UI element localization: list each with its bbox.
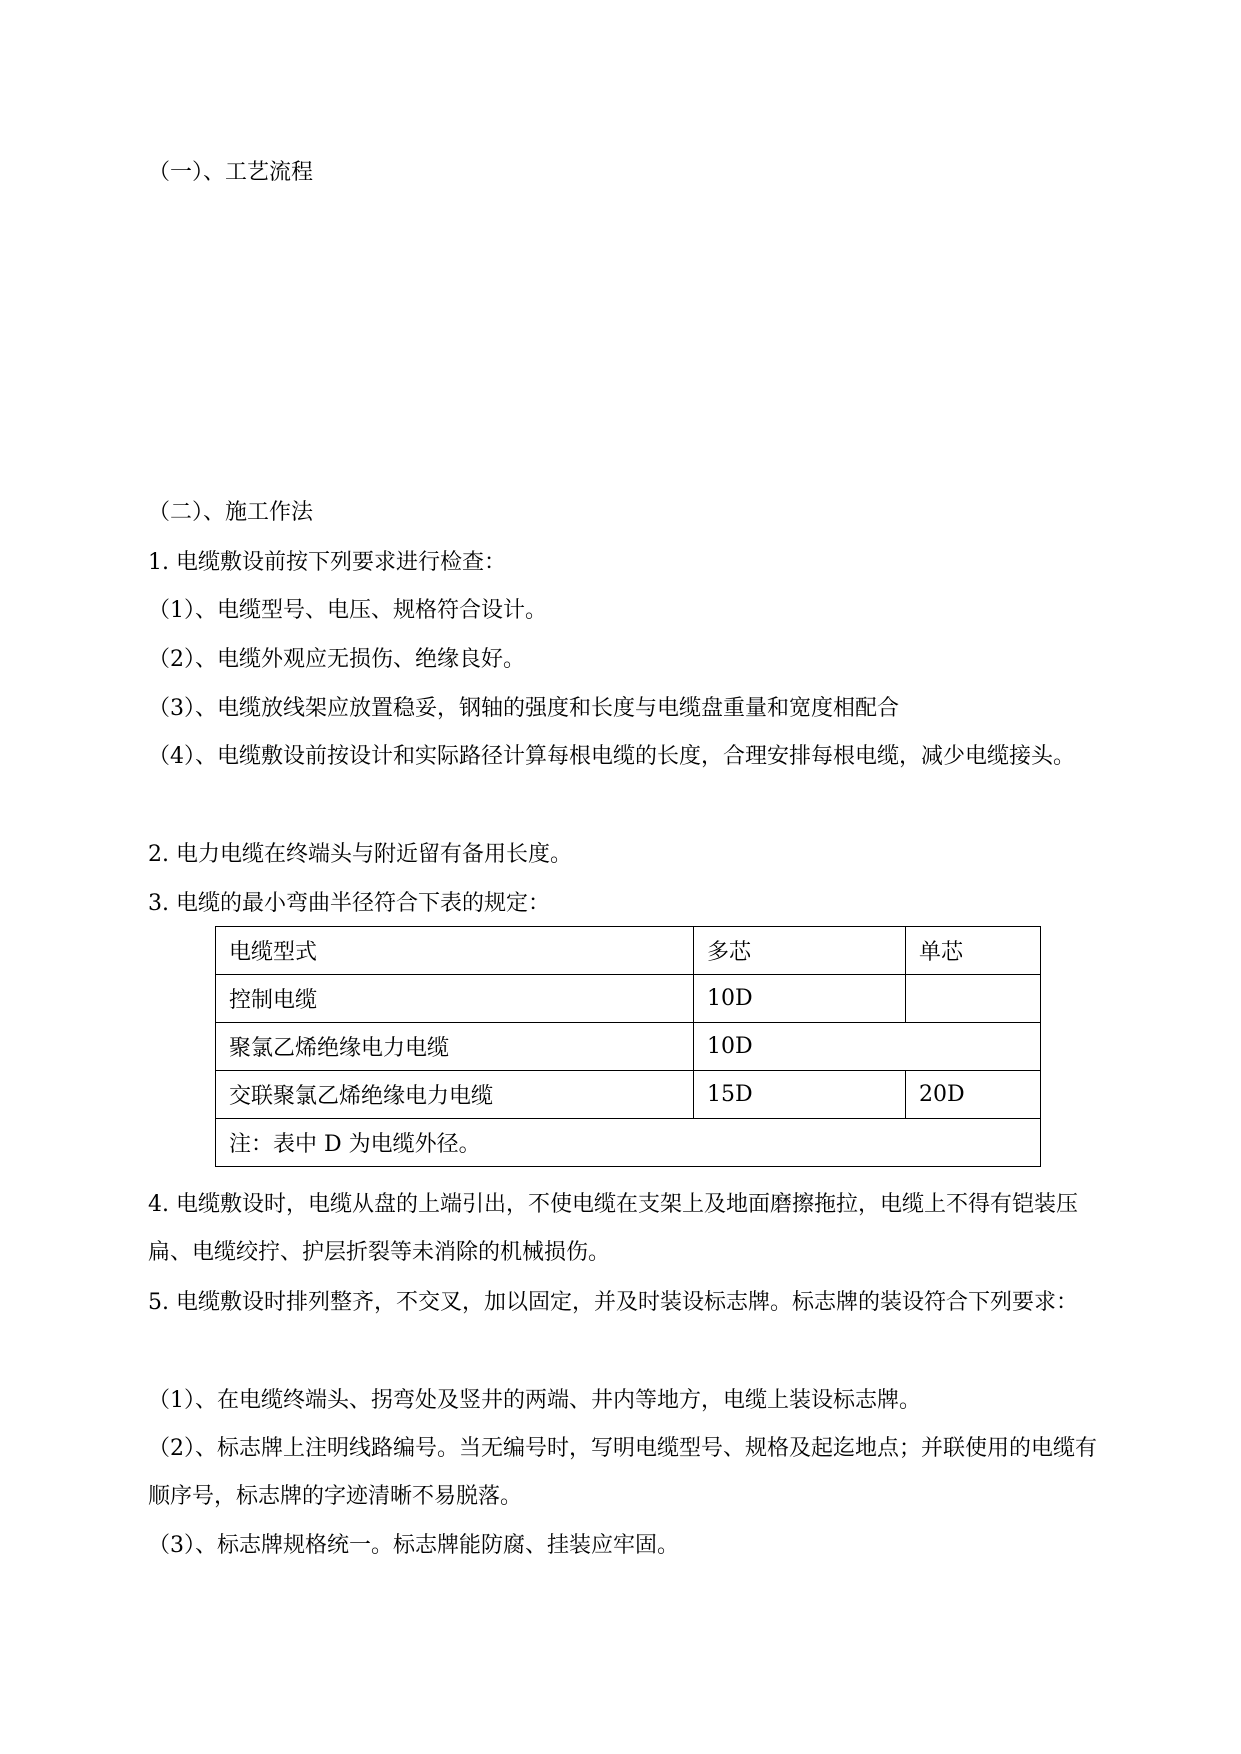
- table-row: [216, 1023, 1041, 1071]
- table-cell: 交联聚氯乙烯绝缘电力电缆: [216, 1071, 694, 1119]
- table-cell: 聚氯乙烯绝缘电力电缆: [216, 1023, 694, 1071]
- table-row: [216, 1071, 1041, 1119]
- table-header-row: [216, 927, 1041, 975]
- item-1-sub-2: （2）、电缆外观应无损伤、绝缘良好。: [148, 647, 525, 672]
- bend-radius-table: [215, 926, 1041, 1167]
- table-cell: 15D: [694, 1071, 906, 1119]
- item-1-sub-1: （1）、电缆型号、电压、规格符合设计。: [148, 598, 547, 623]
- item-2-text: 2. 电力电缆在终端头与附近留有备用长度。: [148, 842, 572, 867]
- item-1-text: 1. 电缆敷设前按下列要求进行检查：: [148, 550, 506, 575]
- section-2-heading: （二）、施工作法: [148, 500, 314, 525]
- table-cell: 20D: [906, 1071, 1041, 1119]
- table-note: 注：表中 D 为电缆外径。: [216, 1119, 1041, 1167]
- table-header-cell: 单芯: [906, 927, 1041, 975]
- table-cell: [906, 975, 1041, 1023]
- item-1-sub-3: （3）、电缆放线架应放置稳妥，钢轴的强度和长度与电缆盘重量和宽度相配合: [148, 696, 899, 721]
- table-cell: 控制电缆: [216, 975, 694, 1023]
- item-5-sub-2: （2）、标志牌上注明线路编号。当无编号时，写明电缆型号、规格及起迄地点；并联使用的电缆有顺序号，标志牌的字迹清晰不易脱落。: [148, 1436, 1098, 1509]
- table-note-row: [216, 1119, 1041, 1167]
- table-cell: 10D: [694, 1023, 1041, 1071]
- item-1-sub-4: （4）、电缆敷设前按设计和实际路径计算每根电缆的长度，合理安排每根电缆，减少电缆接头。: [148, 744, 1076, 769]
- table-header-cell: 电缆型式: [216, 927, 694, 975]
- item-5-sub-3: （3）、标志牌规格统一。标志牌能防腐、挂装应牢固。: [148, 1533, 679, 1558]
- item-4-text: 4. 电缆敷设时，电缆从盘的上端引出，不使电缆在支架上及地面磨擦拖拉，电缆上不得有铠装压扁、电缆绞拧、护层折裂等未消除的机械损伤。: [148, 1192, 1078, 1265]
- item-3-text: 3. 电缆的最小弯曲半径符合下表的规定：: [148, 891, 550, 916]
- table-header-cell: 多芯: [694, 927, 906, 975]
- item-5-text: 5. 电缆敷设时排列整齐，不交叉，加以固定，并及时装设标志牌。标志牌的装设符合下列要求：: [148, 1290, 1078, 1315]
- table-cell: 10D: [694, 975, 906, 1023]
- section-1-heading: （一）、工艺流程: [148, 160, 314, 185]
- table-row: [216, 975, 1041, 1023]
- item-5-sub-1: （1）、在电缆终端头、拐弯处及竖井的两端、井内等地方，电缆上装设标志牌。: [148, 1388, 921, 1413]
